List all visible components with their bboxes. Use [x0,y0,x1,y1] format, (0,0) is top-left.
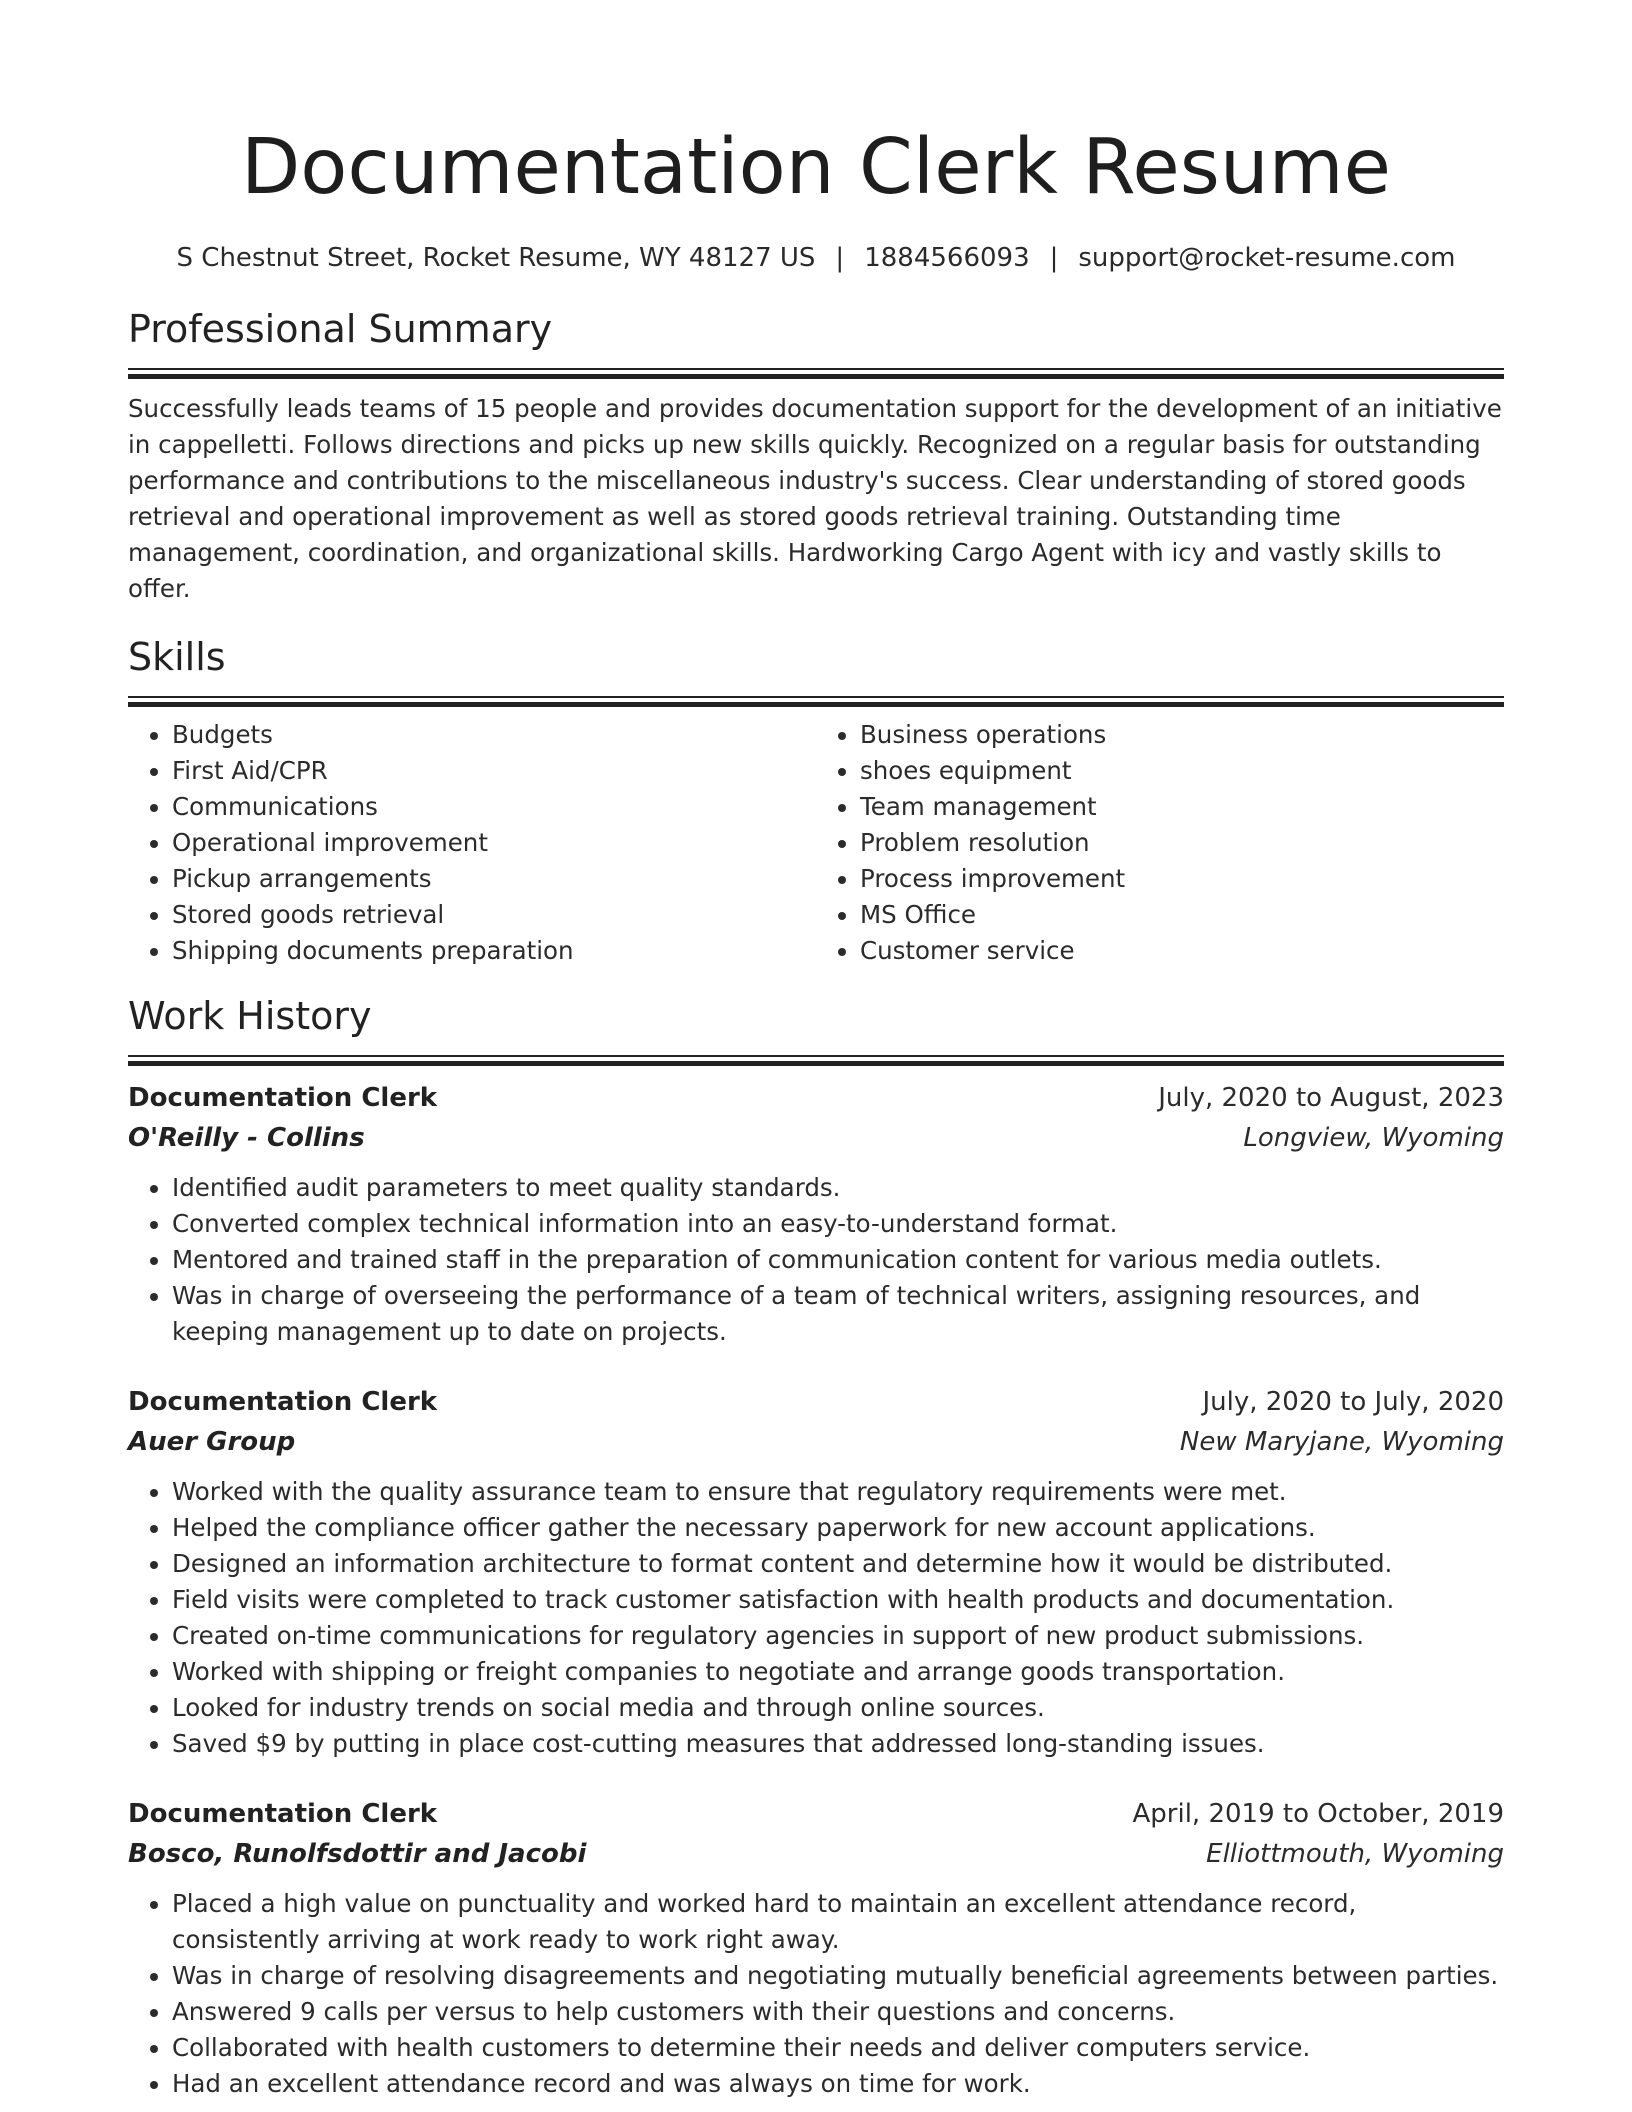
skills-section [128,632,1504,969]
job-header-row [128,1382,1504,1422]
job-bullet: • Answered 9 calls per versus to help customers with their questions and concerns. [172,1994,1504,2030]
job-dates: April, 2019 to October, 2019 [1132,1798,1504,1829]
contact-phone: 1884566093 [864,243,1030,273]
resume-title: Documentation Clerk Resume [240,123,1392,212]
job-bullet: • Mentored and trained staff in the preparation of communication content for various media outlets. [172,1242,1504,1278]
job-bullet: • Was in charge of overseeing the performance of a team of technical writers, assigning resources, and keeping management up to date on projects. [172,1278,1504,1350]
job-dates: July, 2020 to August, 2023 [1158,1082,1504,1113]
job-bullet: • Converted complex technical information into an easy-to-understand format. [172,1206,1504,1242]
job-bullet: • Saved $9 by putting in place cost-cutting measures that addressed long-standing issues. [172,1726,1504,1762]
job-dates: July, 2020 to July, 2020 [1202,1386,1504,1417]
job-bullet: • Helped the compliance officer gather the necessary paperwork for new account applications. [172,1510,1504,1546]
job-bullet: • Placed a high value on punctuality and worked hard to maintain an excellent attendance record, consistently arriving at work ready to work right away. [172,1886,1504,1958]
skill-item: • MS Office [860,897,1504,933]
job-location: Elliottmouth, Wyoming [1206,1838,1504,1869]
contact-email: support@rocket-resume.com [1078,243,1456,273]
job-location: New Maryjane, Wyoming [1179,1426,1504,1457]
skill-item: • Business operations [860,717,1504,753]
summary-section [128,304,1504,607]
section-divider [128,696,1504,707]
skill-item: • Operational improvement [172,825,816,861]
skill-item: • Communications [172,789,816,825]
job-company-row [128,1422,1504,1462]
job-header-row [128,1078,1504,1118]
job-bullet: • Was in charge of resolving disagreements and negotiating mutually beneficial agreements between parties. [172,1958,1504,1994]
job-bullets [128,1474,1504,1762]
job-bullet: • Created on-time communications for regulatory agencies in support of new product submissions. [172,1618,1504,1654]
work-section [128,991,1504,2102]
skills-columns [128,717,1504,969]
job-entry [128,1382,1504,1762]
job-entry [128,1078,1504,1350]
skill-item: • Customer service [860,933,1504,969]
job-entry [128,1794,1504,2102]
job-location: Longview, Wyoming [1243,1122,1504,1153]
job-header-row [128,1794,1504,1834]
job-company-row [128,1118,1504,1158]
job-company-row [128,1834,1504,1874]
contact-separator: | [835,243,845,273]
job-bullet: • Field visits were completed to track customer satisfaction with health products and documentation. [172,1582,1504,1618]
job-bullet: • Worked with the quality assurance team to ensure that regulatory requirements were met. [172,1474,1504,1510]
contact-line [128,240,1504,276]
skills-list-right [816,717,1504,969]
summary-text: Successfully leads teams of 15 people and provides documentation support for the development of an initiative in cappelletti. Follows directions and picks up new skills quickly. Recognized on a regular basis for outstanding performance and contributions to the miscellaneous industry's success. Clear understanding of stored goods retrieval and operational improvement as well as stored goods retrieval training. Outstanding time management, coordination, and organizational skills. Hardworking Cargo Agent with icy and vastly skills to offer. [128,394,1502,603]
skill-item: • Pickup arrangements [172,861,816,897]
job-bullet: • Had an excellent attendance record and was always on time for work. [172,2066,1504,2102]
skill-item: • First Aid/CPR [172,753,816,789]
skill-item: • shoes equipment [860,753,1504,789]
job-title: Documentation Clerk [128,1082,438,1113]
job-company: Auer Group [128,1426,296,1457]
section-divider [128,1055,1504,1066]
job-title: Documentation Clerk [128,1386,438,1417]
skill-item: • Problem resolution [860,825,1504,861]
section-divider [128,368,1504,379]
section-heading-summary: Professional Summary [128,307,553,351]
contact-address: S Chestnut Street, Rocket Resume, WY 48127 US [176,243,816,273]
section-heading-skills: Skills [128,634,226,679]
skills-list-left [128,717,816,969]
skill-item: • Team management [860,789,1504,825]
job-bullet: • Worked with shipping or freight companies to negotiate and arrange goods transportation. [172,1654,1504,1690]
skill-item: • Stored goods retrieval [172,897,816,933]
skill-item: • Process improvement [860,861,1504,897]
job-bullets [128,1886,1504,2102]
job-company: Bosco, Runolfsdottir and Jacobi [128,1838,587,1869]
job-bullet: • Collaborated with health customers to determine their needs and deliver computers service. [172,2030,1504,2066]
contact-separator: | [1049,243,1059,273]
job-company: O'Reilly - Collins [128,1122,365,1153]
skill-item: • Budgets [172,717,816,753]
job-bullets [128,1170,1504,1350]
job-bullet: • Looked for industry trends on social media and through online sources. [172,1690,1504,1726]
job-bullet: • Identified audit parameters to meet quality standards. [172,1170,1504,1206]
skill-item: • Shipping documents preparation [172,933,816,969]
job-list [128,1078,1504,2102]
section-heading-work: Work History [128,993,372,1038]
job-bullet: • Designed an information architecture to format content and determine how it would be distributed. [172,1546,1504,1582]
job-title: Documentation Clerk [128,1798,438,1829]
